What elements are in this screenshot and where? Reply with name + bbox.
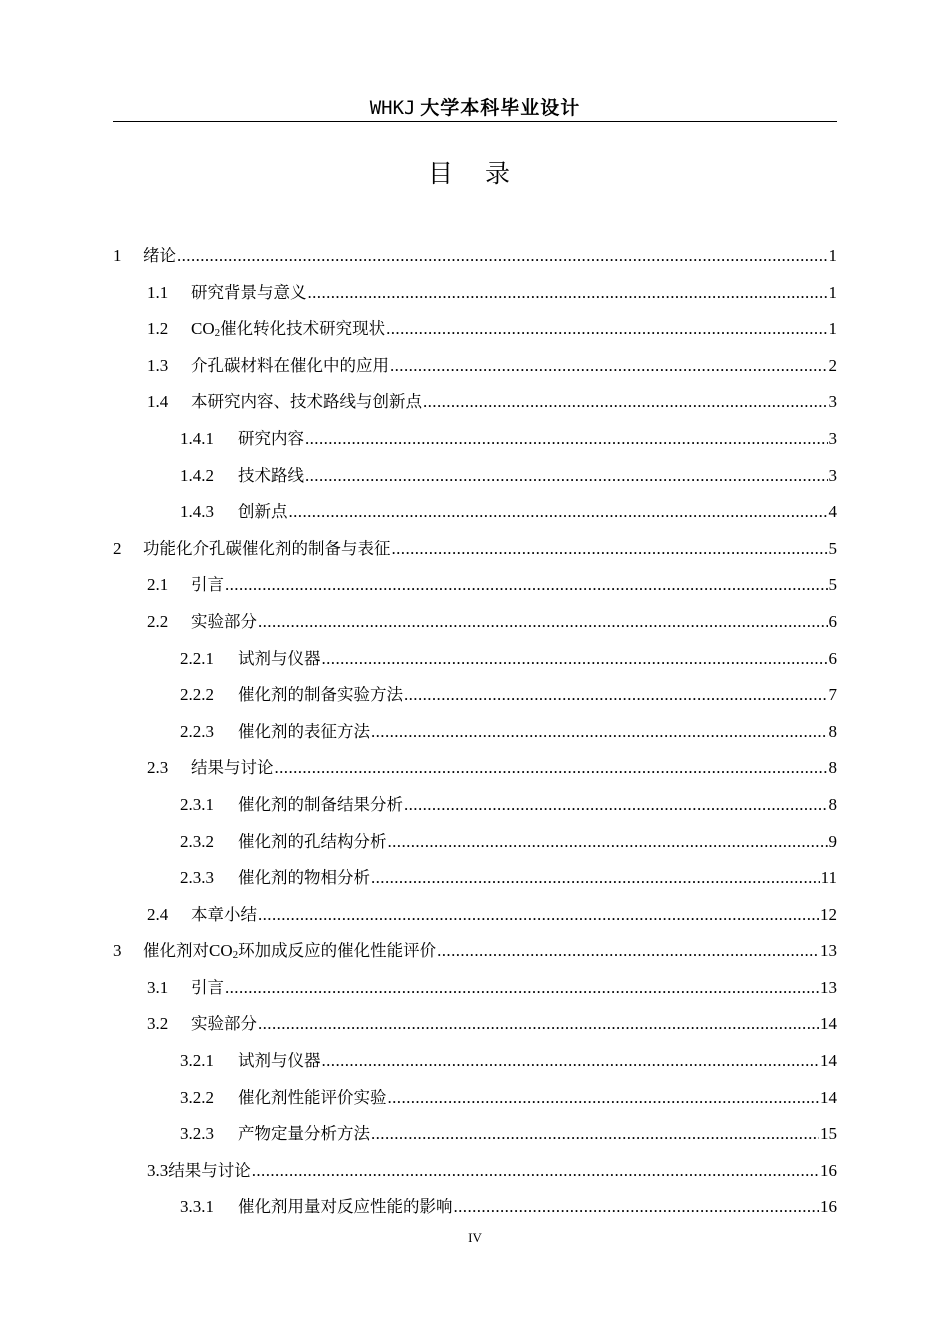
- toc-entry-title: [238, 824, 387, 861]
- toc-entry-number: 2.4: [147, 904, 169, 924]
- toc-entry-page: 13: [820, 977, 837, 997]
- toc-entry-page: 3: [828, 465, 837, 485]
- toc-entry-title-text: 本章小结: [191, 904, 257, 924]
- toc-entry-title-part: 催化剂对: [143, 941, 209, 961]
- toc-entry-page: 6: [828, 648, 837, 668]
- toc-entry-number: 2.3.2: [180, 831, 214, 851]
- toc-entry-number: 1.4.3: [180, 502, 214, 522]
- toc-entry-number: 1: [113, 246, 122, 265]
- toc-entry-page: 8: [828, 794, 837, 814]
- toc-entry-number: 2.2: [147, 611, 169, 631]
- toc-entry[interactable]: [113, 1080, 837, 1117]
- toc-entry-title-text: 催化剂的物相分析: [238, 868, 370, 888]
- toc-entry-number: 2.3: [147, 758, 169, 778]
- toc-entry-page: 9: [828, 831, 837, 851]
- toc-entry-page: 1: [828, 282, 837, 302]
- toc-leader-dots: [225, 567, 828, 604]
- toc-leader-dots: [322, 641, 828, 678]
- toc-entry-page: 12: [820, 904, 837, 924]
- header-title: 大学本科毕业设计: [420, 97, 581, 119]
- toc-leader-dots: [371, 714, 828, 751]
- toc-entry-page: 1: [828, 246, 837, 265]
- toc-entry-title-text: 催化剂的孔结构分析: [238, 831, 387, 851]
- page-header: [113, 95, 837, 121]
- toc-entry-title: [238, 860, 370, 897]
- toc-entry-title-text: 试剂与仪器: [238, 648, 321, 668]
- toc-leader-dots: [275, 750, 828, 787]
- toc-entry-title-text: 绪论: [143, 246, 176, 265]
- toc-entry-title-text: 技术路线: [238, 465, 304, 485]
- toc-entry[interactable]: [113, 604, 837, 641]
- toc-entry-page: 14: [820, 1051, 837, 1071]
- toc-entry-title-text: 本研究内容、技术路线与创新点: [191, 392, 422, 412]
- toc-entry[interactable]: [113, 677, 837, 714]
- toc-entry-number: 1.4.2: [180, 465, 214, 485]
- toc-entry[interactable]: [113, 970, 837, 1007]
- toc-entry[interactable]: [113, 348, 837, 385]
- toc-entry-title-text: 催化剂的制备实验方法: [238, 685, 403, 705]
- toc-leader-dots: [252, 1153, 819, 1190]
- toc-leader-dots: [388, 824, 828, 861]
- toc-entry-title-text: 环加成反应的催化性能评价: [238, 941, 437, 961]
- toc-title: 目 录: [428, 159, 522, 188]
- toc-entry[interactable]: [113, 1189, 837, 1226]
- toc-entry-title-text: 催化转化技术研究现状: [220, 319, 386, 339]
- toc-entry-number: 2.3.1: [180, 794, 214, 814]
- toc-entry-page: 8: [828, 758, 837, 778]
- toc-entry-number: 3.2: [147, 1014, 169, 1034]
- toc-entry-title: [238, 458, 304, 495]
- toc-entry-number: 2.2.3: [180, 721, 214, 741]
- toc-entry-title: [143, 238, 176, 275]
- toc-leader-dots: [258, 1006, 819, 1043]
- header-rule: [113, 121, 837, 122]
- toc-entry[interactable]: [113, 750, 837, 787]
- toc-leader-dots: [390, 348, 828, 385]
- toc-entry-title: [238, 421, 304, 458]
- toc-leader-dots: [305, 421, 828, 458]
- toc-entry-title-text: 结果与讨论: [191, 758, 274, 778]
- toc-entry-title: [238, 494, 288, 531]
- toc-entry-title: [191, 275, 307, 312]
- toc-entry-title: [191, 384, 422, 421]
- toc-entry-number: 3.2.3: [180, 1124, 214, 1144]
- toc-entry[interactable]: [113, 1043, 837, 1080]
- toc-entry-title: [191, 567, 224, 604]
- toc-leader-dots: [437, 933, 819, 970]
- toc-entry-title: [238, 641, 321, 678]
- toc-entry-title-text: 产物定量分析方法: [238, 1124, 370, 1144]
- toc-leader-dots: [322, 1043, 820, 1080]
- toc-entry-number: 1.3: [147, 355, 169, 375]
- toc-entry-title-text: 研究背景与意义: [191, 282, 307, 302]
- toc-entry-title: [238, 714, 370, 751]
- toc-entry-page: 7: [828, 685, 837, 705]
- toc-entry-number: 1.2: [147, 319, 169, 339]
- toc-leader-dots: [404, 677, 828, 714]
- toc-entry-page: 13: [820, 941, 837, 961]
- toc-entry-number: 1.1: [147, 282, 169, 302]
- toc-entry-title: [143, 933, 436, 974]
- toc-entry[interactable]: [113, 384, 837, 421]
- toc-entry-page: 6: [828, 611, 837, 631]
- toc-entry-title-text: 催化剂性能评价实验: [238, 1087, 387, 1107]
- toc-entry[interactable]: [113, 275, 837, 312]
- toc-entry-title-text: 功能化介孔碳催化剂的制备与表征: [143, 538, 391, 558]
- toc-entry-page: 11: [820, 868, 837, 888]
- toc-entry-number: 3.1: [147, 977, 169, 997]
- toc-entry-title-text: 创新点: [238, 502, 288, 522]
- toc-entry-page: 14: [820, 1014, 837, 1034]
- toc-entry-page: 16: [820, 1197, 837, 1217]
- toc-entry-title-text: 试剂与仪器: [238, 1051, 321, 1071]
- toc-entry-title: [191, 348, 389, 385]
- toc-entry-title: [238, 677, 403, 714]
- toc-entry-title-text: 催化剂的表征方法: [238, 721, 370, 741]
- toc-entry-number: 3.2.2: [180, 1087, 214, 1107]
- toc-entry[interactable]: [113, 860, 837, 897]
- toc-leader-dots: [258, 897, 819, 934]
- toc-leader-dots: [308, 275, 828, 312]
- toc-entry-title-text: 介孔碳材料在催化中的应用: [191, 355, 389, 375]
- toc-entry-title-text: 催化剂用量对反应性能的影响: [238, 1197, 453, 1217]
- toc-entry[interactable]: [113, 824, 837, 861]
- toc-entry-page: 15: [820, 1124, 837, 1144]
- toc-leader-dots: [404, 787, 828, 824]
- toc-entry-title: [191, 750, 274, 787]
- toc-entry-number: 3: [113, 941, 122, 961]
- toc-leader-dots: [388, 1080, 820, 1117]
- toc-entry-page: 2: [828, 355, 837, 375]
- toc-entry[interactable]: [113, 1116, 837, 1153]
- toc-entry-title: [143, 531, 391, 568]
- toc-entry-page: 5: [828, 575, 837, 595]
- toc-leader-dots: [305, 458, 828, 495]
- toc-entry[interactable]: [113, 311, 837, 348]
- toc-entry-formula: CO: [209, 941, 233, 961]
- toc-entry[interactable]: [113, 494, 837, 531]
- toc-entry-page: 14: [820, 1087, 837, 1107]
- toc-entry-title: [238, 787, 403, 824]
- toc-entry[interactable]: [113, 933, 837, 970]
- toc-entry-number: 3.3: [147, 1160, 169, 1180]
- toc-entry-title-text: 实验部分: [191, 611, 257, 631]
- toc-entry-title: [238, 1116, 370, 1153]
- toc-leader-dots: [225, 970, 819, 1007]
- toc-entry-title: [191, 604, 257, 641]
- toc-entry-number: 2.2.2: [180, 685, 214, 705]
- toc-entry-formula-subscript: 2: [232, 949, 239, 962]
- toc-entry-page: 16: [820, 1160, 837, 1180]
- toc-entry-number: 2.1: [147, 575, 169, 595]
- toc-leader-dots: [386, 311, 827, 348]
- toc-entry-title-text: 实验部分: [191, 1014, 257, 1034]
- toc-entry-number: 2: [113, 538, 122, 558]
- toc-entry[interactable]: [113, 641, 837, 678]
- toc-entry-page: 5: [828, 538, 837, 558]
- toc-entry[interactable]: [113, 1153, 837, 1190]
- toc-entry-title-text: 结果与讨论: [168, 1160, 251, 1180]
- header-school: WHKJ: [369, 97, 416, 119]
- table-of-contents: [113, 238, 837, 1226]
- toc-entry-page: 8: [828, 721, 837, 741]
- toc-entry[interactable]: [113, 787, 837, 824]
- toc-entry[interactable]: [113, 567, 837, 604]
- toc-leader-dots: [454, 1189, 820, 1226]
- page-number: IV: [468, 1230, 482, 1245]
- toc-entry-title: [191, 1006, 257, 1043]
- toc-leader-dots: [423, 384, 828, 421]
- toc-entry[interactable]: [113, 238, 837, 275]
- toc-leader-dots: [371, 1116, 819, 1153]
- toc-entry-page: 4: [828, 502, 837, 522]
- toc-leader-dots: [392, 531, 828, 568]
- toc-entry-title: [238, 1080, 387, 1117]
- toc-entry[interactable]: [113, 458, 837, 495]
- toc-leader-dots: [258, 604, 828, 641]
- toc-entry-title-text: 催化剂的制备结果分析: [238, 794, 403, 814]
- toc-entry-formula: CO: [191, 319, 215, 339]
- toc-entry-title: [238, 1043, 321, 1080]
- toc-entry-title: [191, 897, 257, 934]
- toc-entry-number: 3.2.1: [180, 1051, 214, 1071]
- toc-entry-title-text: 引言: [191, 977, 224, 997]
- toc-entry-page: 3: [828, 392, 837, 412]
- toc-entry-title: [191, 970, 224, 1007]
- toc-leader-dots: [289, 494, 828, 531]
- toc-entry[interactable]: [113, 1006, 837, 1043]
- toc-entry-title: [191, 311, 385, 352]
- toc-leader-dots: [371, 860, 820, 897]
- toc-entry-formula-subscript: 2: [214, 327, 221, 340]
- toc-entry-number: 2.3.3: [180, 868, 214, 888]
- toc-entry[interactable]: [113, 531, 837, 568]
- toc-entry-page: 3: [828, 428, 837, 448]
- toc-entry-number: 1.4: [147, 392, 169, 412]
- toc-entry[interactable]: [113, 897, 837, 934]
- toc-entry[interactable]: [113, 714, 837, 751]
- toc-leader-dots: [177, 238, 828, 275]
- toc-entry-number: 2.2.1: [180, 648, 214, 668]
- toc-entry-title-text: 研究内容: [238, 428, 304, 448]
- toc-entry-page: 1: [828, 319, 837, 339]
- toc-entry-number: 3.3.1: [180, 1197, 214, 1217]
- toc-entry-title: [238, 1189, 453, 1226]
- toc-entry-number: 1.4.1: [180, 428, 214, 448]
- toc-entry-title-text: 引言: [191, 575, 224, 595]
- toc-entry-title: [168, 1153, 251, 1190]
- toc-entry[interactable]: [113, 421, 837, 458]
